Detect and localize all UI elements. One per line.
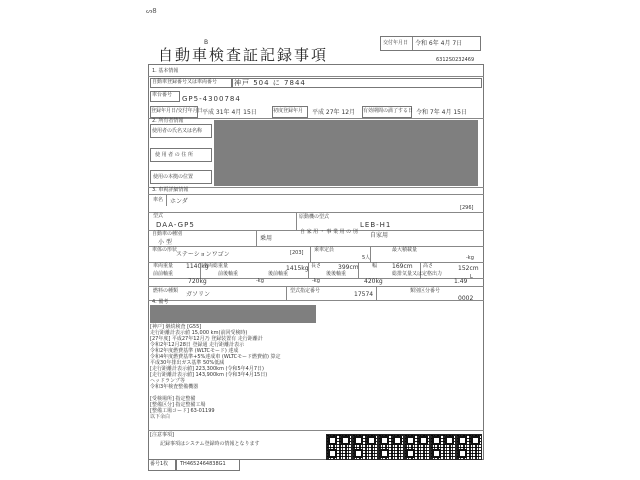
first-year-value: 平成 27年 12月 bbox=[312, 109, 356, 116]
length-label: 長さ bbox=[311, 263, 322, 269]
kind-label: 自動車の種別 bbox=[152, 231, 183, 237]
rear-front-label: 後前軸重 bbox=[268, 271, 289, 277]
class-label: 類別区分番号 bbox=[410, 288, 441, 294]
remark-line: [神戸] 継続検査 [G55] bbox=[150, 324, 202, 330]
maker-value: ホンダ bbox=[170, 198, 188, 205]
base-location-label: 使用の本拠の位置 bbox=[153, 174, 194, 180]
qr-code-icon bbox=[430, 434, 456, 460]
reg-number-value: 神戸 504 に 7844 bbox=[234, 79, 306, 87]
user-name-label: 使用者の氏名又は名称 bbox=[152, 128, 203, 134]
qr-code-icon bbox=[404, 434, 430, 460]
fuel-value: ガソリン bbox=[186, 291, 211, 298]
displacement-unit: L bbox=[470, 274, 473, 280]
remark-line: 令和3年検査整備機器 bbox=[150, 384, 199, 390]
body-label: 車体の形状 bbox=[152, 247, 178, 253]
front-rear-value: -kg bbox=[256, 278, 264, 284]
remark-line: 令和2年12月28日 登録通 走行距離計表示 bbox=[150, 342, 245, 348]
qr-code-icon bbox=[326, 434, 352, 460]
issue-date-value: 令和 6年 4月 7日 bbox=[415, 40, 463, 47]
height-label: 高さ bbox=[423, 263, 434, 269]
max-load-value: -kg bbox=[466, 255, 474, 261]
displacement-value: 1.49 bbox=[454, 278, 468, 285]
remark-line: ヘッドランプ等 bbox=[150, 378, 186, 384]
section-vehicle-header: 3. 車両詳細情報 bbox=[152, 187, 189, 193]
remark-line: [走行距離計表示値] 223,300km (令和5年4月7日) bbox=[150, 366, 264, 372]
front-axle-value: 720kg bbox=[188, 278, 207, 285]
remark-line: 令和4年度燃費基準+5%達成車 (WLTCモード燃費値) 算定 bbox=[150, 354, 281, 360]
remark-line: 以下余白 bbox=[150, 414, 171, 420]
first-year-label: 初度登録年月 bbox=[273, 108, 304, 114]
first-reg-label: 登録年月日/交付年月日 bbox=[151, 108, 203, 114]
rear-axle-label: 後後軸重 bbox=[326, 271, 347, 277]
weight-label: 車両重量 bbox=[153, 263, 174, 269]
section-basic-header: 1. 基本情報 bbox=[152, 68, 179, 74]
gross-weight-value: 1415kg bbox=[286, 265, 309, 272]
front-axle-label: 前前軸重 bbox=[153, 271, 174, 277]
document-number: 6312S0232469 bbox=[436, 57, 475, 63]
section-owner-header: 2. 所有者情報 bbox=[152, 118, 184, 124]
purpose-label: 自 家 用 ・ 事 業 用 の 別 bbox=[300, 229, 358, 235]
model-label: 型式 bbox=[153, 213, 164, 219]
maker-label: 車名 bbox=[153, 197, 164, 203]
redacted-owner-info bbox=[214, 120, 478, 186]
remark-line: 平成30年排出ガス基準 50%低減 bbox=[150, 360, 225, 366]
engine-value: LEB-H1 bbox=[360, 221, 392, 229]
height-value: 152cm bbox=[458, 265, 479, 272]
remark-line: [整備工場コード] 63-01199 bbox=[150, 408, 215, 414]
page-label: 番号1枚 bbox=[150, 461, 169, 467]
model-value: DAA-GP5 bbox=[156, 221, 195, 229]
rear-front-value: -kg bbox=[312, 278, 320, 284]
displacement-label: 総排気量又は定格出力 bbox=[392, 271, 443, 277]
first-reg-value: 平成 31年 4月 15日 bbox=[202, 109, 257, 116]
redacted-notes-top bbox=[150, 305, 316, 323]
fuel-label: 燃料の種類 bbox=[153, 288, 179, 294]
max-load-label: 最大積載量 bbox=[392, 247, 418, 253]
qr-code-icon bbox=[378, 434, 404, 460]
vin-value: GP5-4300784 bbox=[182, 95, 241, 103]
front-rear-label: 前後軸重 bbox=[218, 271, 239, 277]
remark-line: [27年度] 平成27年12月乃 登録装置有 走行距離計 bbox=[150, 336, 263, 342]
body-code: [203] bbox=[290, 250, 304, 256]
use-value: 乗用 bbox=[260, 235, 273, 242]
remark-line: [走行距離計表示値] 143,900km (令和3年4月15日) bbox=[150, 372, 268, 378]
type-approval-label: 型式指定番号 bbox=[290, 288, 321, 294]
type-approval-value: 17574 bbox=[354, 291, 374, 298]
width-label: 幅 bbox=[372, 263, 378, 269]
issue-date-box bbox=[380, 36, 481, 51]
handwritten-mark: ᔕ8 bbox=[146, 7, 157, 15]
user-address-label: 使 用 者 の 住 所 bbox=[155, 152, 193, 158]
top-letter: B bbox=[204, 39, 209, 46]
kind-value: 小 型 bbox=[158, 239, 172, 246]
engine-label: 原動機の型式 bbox=[299, 214, 330, 220]
remark-line: 令和2年度燃費基準 (WLTCモード) 達成 bbox=[150, 348, 239, 354]
width-value: 169cm bbox=[392, 263, 413, 270]
expiry-value: 令和 7年 4月 15日 bbox=[416, 109, 467, 116]
issue-date-label: 交付年月日 bbox=[383, 40, 409, 46]
reg-number-label: 自動車登録番号又は車両番号 bbox=[152, 79, 218, 85]
qr-code-icon bbox=[352, 434, 378, 460]
vin-label: 車台番号 bbox=[152, 92, 173, 98]
class-value: 0002 bbox=[458, 295, 474, 302]
capacity-value: 5人 bbox=[362, 255, 371, 261]
qr-code-icon bbox=[456, 434, 482, 460]
weight-value: 1140kg bbox=[186, 263, 209, 270]
rear-axle-value: 420kg bbox=[364, 278, 383, 285]
notes-label: [注意事項] bbox=[150, 432, 174, 438]
length-value: 399cm bbox=[338, 264, 359, 271]
body-value: ステーションワゴン bbox=[176, 251, 230, 258]
purpose-value: 自家用 bbox=[370, 232, 389, 239]
notes-text: 記録事項はシステム登録時の情報となります bbox=[160, 441, 260, 447]
section-notes-header: 4. 備考 bbox=[152, 299, 169, 305]
maker-code: [296] bbox=[460, 205, 474, 211]
capacity-label: 乗車定員 bbox=[314, 247, 335, 253]
remark-line: 走行距離計表示値 15,000 km(前回受検時) bbox=[150, 330, 248, 336]
page-code: TH4652464838G1 bbox=[180, 461, 226, 467]
document-title: 自動車検査証記録事項 bbox=[158, 46, 329, 64]
remark-line: [整備区分] 指定整備工場 bbox=[150, 402, 206, 408]
gross-weight-label: 車両総重量 bbox=[203, 263, 229, 269]
remark-line: [受検場所] 指定整備 bbox=[150, 396, 196, 402]
expiry-label: 有効期間の満了する日 bbox=[363, 108, 414, 114]
